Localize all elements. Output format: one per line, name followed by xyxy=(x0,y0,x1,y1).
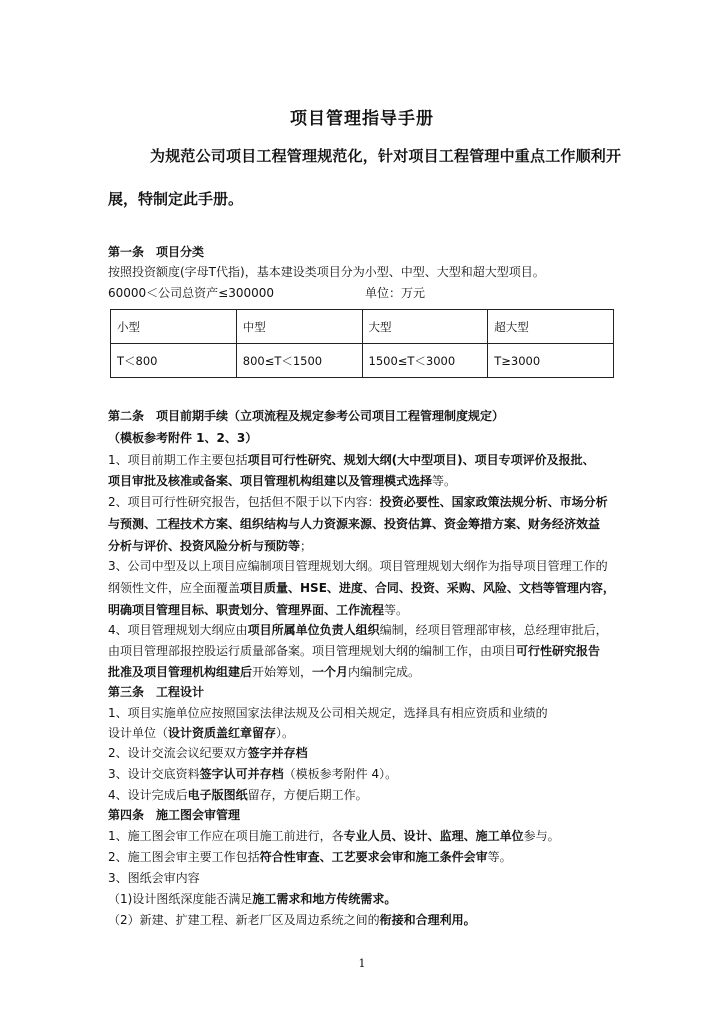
text-run: 4、设计完成后 xyxy=(108,788,188,802)
intro-line-2: 展，特制定此手册。 xyxy=(108,190,244,208)
text-run: 由项目管理部报控股运行质量部备案。项目管理规划大纲的编制工作，由项目 xyxy=(108,644,517,658)
asset-range-text: 60000＜公司总资产≤300000 xyxy=(108,286,275,300)
text-run: 1、施工图会审工作应在项目施工前进行，各 xyxy=(108,829,344,843)
text-run: 施工需求和地方传统需求。 xyxy=(252,892,397,906)
section-4-item-3-1 xyxy=(108,891,628,907)
table-cell: T≥3000 xyxy=(488,344,614,378)
section-4-item-3-2 xyxy=(108,912,628,928)
text-run: 签字并存档 xyxy=(247,746,308,760)
text-run: ）。 xyxy=(276,726,295,740)
section-2-item-3-line-2 xyxy=(108,580,628,596)
text-run: 4、项目管理规划大纲应由 xyxy=(108,623,248,637)
table-header-row xyxy=(111,310,614,344)
text-run: 留存，方便后期工作。 xyxy=(247,788,368,802)
text-run: （1)设计图纸深度能否满足 xyxy=(108,892,253,906)
section-3-item-3 xyxy=(108,766,628,782)
text-run: 内编制完成。 xyxy=(348,665,421,679)
section-3-item-1-line-2 xyxy=(108,725,628,741)
table-cell: 1500≤T＜3000 xyxy=(362,344,488,378)
text-run: 批准及项目管理机构组建后 xyxy=(108,665,253,679)
section-2-subheading: （模板参考附件 1、2、3） xyxy=(108,431,258,445)
section-2-item-4-line-1 xyxy=(108,622,628,638)
text-run: 开始筹划， xyxy=(252,665,313,679)
text-run: 项目质量、HSE、进度、合同、投资、采购、风险、文档等管理内容， xyxy=(240,581,615,595)
text-run: 2、项目可行性研究报告，包括但不限于以下内容： xyxy=(108,495,380,509)
project-category-table xyxy=(110,309,614,378)
text-run: 等。 xyxy=(432,474,457,488)
table-row xyxy=(111,344,614,378)
section-1-paragraph: 按照投资额度(字母T代指)，基本建设类项目分为小型、中型、大型和超大型项目。 xyxy=(108,265,545,279)
text-run: 专业人员、设计、监理、施工单位 xyxy=(343,829,524,843)
text-run: 设计单位（ xyxy=(108,726,169,740)
section-4-item-3: 3、图纸会审内容 xyxy=(108,871,200,885)
section-2-item-2-line-1 xyxy=(108,494,628,510)
table-cell: 800≤T＜1500 xyxy=(236,344,362,378)
text-run: ； xyxy=(300,539,313,553)
section-2-item-3-line-1: 3、公司中型及以上项目应编制项目管理规划大纲。项目管理规划大纲作为指导项目管理工作的 xyxy=(108,559,608,573)
text-run: 参与。 xyxy=(523,829,560,843)
text-run: 1、项目前期工作主要包括 xyxy=(108,453,248,467)
section-2-item-1-line-1 xyxy=(108,452,628,468)
table-cell: 小型 xyxy=(111,310,237,344)
text-run: 编制，经项目管理部审核，总经理审批后， xyxy=(379,623,608,637)
section-3-item-1-line-1: 1、项目实施单位应按照国家法律法规及公司相关规定，选择具有相应资质和业绩的 xyxy=(108,706,548,720)
text-run: 项目可行性研究、规划大纲(大中型项目)、项目专项评价及报批、 xyxy=(247,453,595,467)
section-2-item-2-line-3 xyxy=(108,538,628,554)
text-run: 项目审批及核准或备案、项目管理机构组建以及管理模式选择 xyxy=(108,474,433,488)
page-number: 1 xyxy=(358,957,366,970)
table-cell: 超大型 xyxy=(488,310,614,344)
text-run: 分析与评价、投资风险分析与预防等 xyxy=(108,539,301,553)
table-cell: 中型 xyxy=(236,310,362,344)
text-run: 可行性研究报告 xyxy=(516,644,601,658)
section-1-heading: 第一条 项目分类 xyxy=(108,245,205,259)
section-2-item-3-line-3 xyxy=(108,602,628,618)
section-2-item-4-line-3 xyxy=(108,664,628,680)
intro-line-1: 为规范公司项目工程管理规范化，针对项目工程管理中重点工作顺利开 xyxy=(150,147,622,165)
section-3-item-4 xyxy=(108,787,628,803)
text-run: 设计资质盖红章留存 xyxy=(168,726,277,740)
unit-text: 单位：万元 xyxy=(365,286,426,300)
section-2-item-4-line-2 xyxy=(108,643,628,659)
section-2-item-1-line-2 xyxy=(108,473,628,489)
table-cell: T＜800 xyxy=(111,344,237,378)
text-run: 等。 xyxy=(384,603,409,617)
section-3-heading: 第三条 工程设计 xyxy=(108,685,205,699)
text-run: 符合性审查、工艺要求会审和施工条件会审 xyxy=(259,850,488,864)
text-run: 等。 xyxy=(487,850,512,864)
section-4-item-2 xyxy=(108,849,628,865)
section-1-asset-range xyxy=(108,285,628,301)
text-run: 衔接和合理利用。 xyxy=(379,913,476,927)
text-run: 纲领性文件，应全面覆盖 xyxy=(108,581,241,595)
text-run: 2、设计交流会议纪要双方 xyxy=(108,746,248,760)
section-2-heading: 第二条 项目前期手续（立项流程及规定参考公司项目工程管理制度规定） xyxy=(108,409,505,423)
section-2-item-2-line-2: 与预测、工程技术方案、组织结构与人力资源来源、投资估算、资金筹措方案、财务经济效益 xyxy=(108,517,601,531)
text-run: 电子版图纸 xyxy=(187,788,248,802)
text-run: 项目所属单位负责人组织 xyxy=(247,623,380,637)
section-4-item-1 xyxy=(108,828,628,844)
document-title: 项目管理指导手册 xyxy=(290,109,434,129)
table-cell: 大型 xyxy=(362,310,488,344)
text-run: （2）新建、扩建工程、新老厂区及周边系统之间的 xyxy=(108,913,380,927)
text-run: （模板参考附件 4）。 xyxy=(283,767,398,781)
text-run: 一个月 xyxy=(312,665,349,679)
text-run: 2、施工图会审主要工作包括 xyxy=(108,850,260,864)
section-3-item-2 xyxy=(108,745,628,761)
text-run: 投资必要性、国家政策法规分析、市场分析 xyxy=(379,495,608,509)
text-run: 签字认可并存档 xyxy=(199,767,284,781)
section-4-heading: 第四条 施工图会审管理 xyxy=(108,808,241,822)
text-run: 3、设计交底资料 xyxy=(108,767,200,781)
text-run: 明确项目管理目标、职责划分、管理界面、工作流程 xyxy=(108,603,385,617)
